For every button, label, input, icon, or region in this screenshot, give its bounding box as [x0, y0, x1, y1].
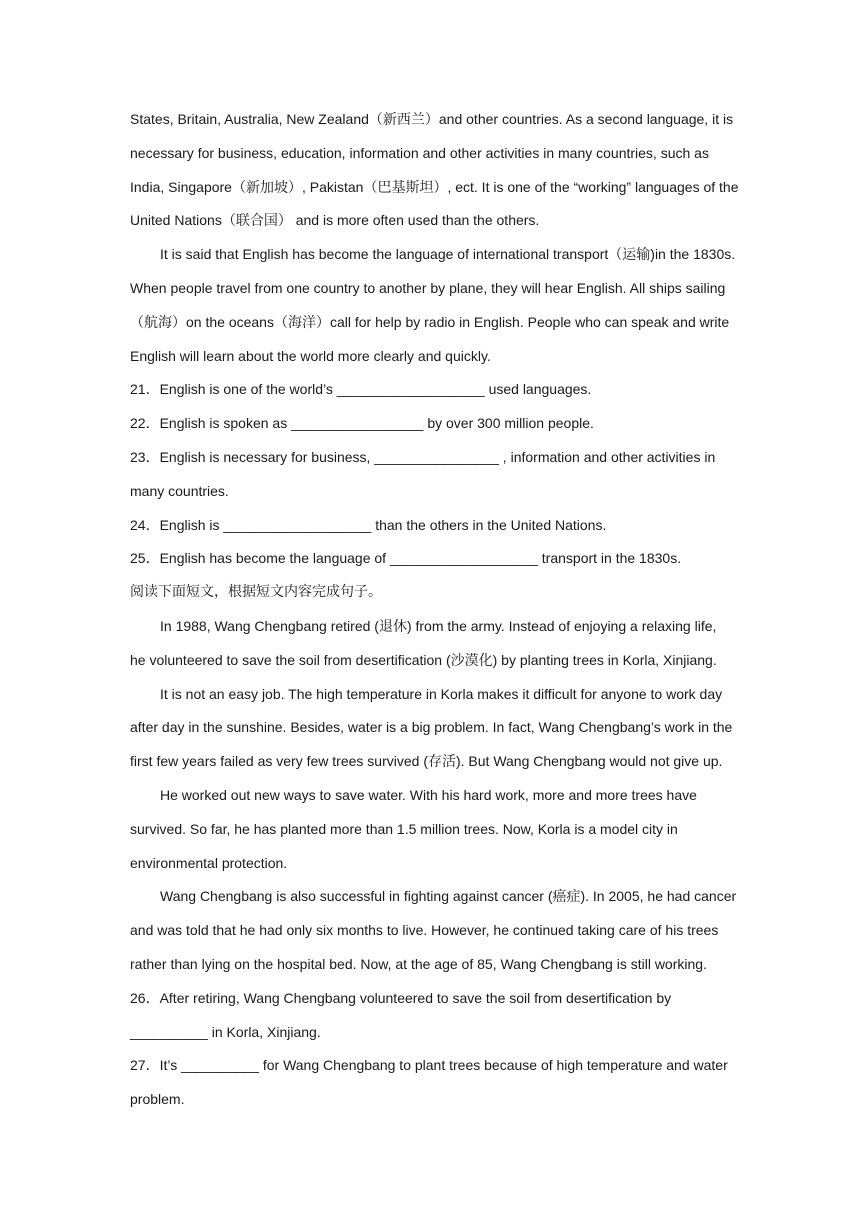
- passage1-paragraph2-line-2: When people travel from one country to another by plane, they will hear English. All ships sailing: [130, 279, 726, 296]
- passage1-line-3: India, Singapore（新加坡）, Pakistan（巴基斯坦）, ect. It is one of the “working” languages of the: [130, 178, 739, 195]
- passage2-paragraph2-line-2: after day in the sunshine. Besides, water is a big problem. In fact, Wang Chengbang’s work in the: [130, 719, 733, 736]
- passage2-paragraph2-line-3: first few years failed as very few trees survived (存活). But Wang Chengbang would not give up.: [130, 753, 723, 770]
- passage2-paragraph4-line-3: rather than lying on the hospital bed. Now, at the age of 85, Wang Chengbang is still working.: [130, 955, 707, 972]
- question-21: 21．English is one of the world’s ___________________ used languages.: [130, 381, 592, 398]
- question-27: 27．It’s __________ for Wang Chengbang to plant trees because of high temperature and water: [130, 1057, 728, 1074]
- passage2-paragraph4-line-2: and was told that he had only six months to live. However, he continued taking care of his trees: [130, 922, 719, 939]
- question-23-continued: many countries.: [130, 482, 229, 499]
- question-26: 26．After retiring, Wang Chengbang volunteered to save the soil from desertification by: [130, 989, 672, 1006]
- passage2-paragraph1-line-2: he volunteered to save the soil from desertification (沙漠化) by planting trees in Korla, Xinjiang.: [130, 651, 717, 668]
- passage1-line-1: States, Britain, Australia, New Zealand（新西兰）and other countries. As a second language, it is: [130, 111, 734, 127]
- passage1-paragraph2-line-4: English will learn about the world more clearly and quickly.: [130, 347, 491, 364]
- passage2-paragraph2-line-1: It is not an easy job. The high temperature in Korla makes it difficult for anyone to work day: [160, 685, 723, 702]
- passage2-paragraph1-line-1: In 1988, Wang Chengbang retired (退休) from the army. Instead of enjoying a relaxing life,: [160, 617, 717, 634]
- question-22: 22．English is spoken as _________________ by over 300 million people.: [130, 415, 594, 432]
- passage1-paragraph2-line-3: （航海）on the oceans（海洋）call for help by radio in English. People who can speak and write: [130, 313, 730, 330]
- question-23: 23．English is necessary for business, ________________ , information and other activities in: [130, 448, 716, 465]
- document-page: [130, 103, 740, 1117]
- passage1-line-4: United Nations（联合国） and is more often used than the others.: [130, 212, 540, 229]
- passage1-line-2: necessary for business, education, information and other activities in many countries, such as: [130, 144, 709, 161]
- question-27-continued: problem.: [130, 1091, 185, 1108]
- passage2-paragraph3-line-3: environmental protection.: [130, 854, 288, 871]
- passage1-paragraph2-line-1: It is said that English has become the language of international transport（运输)in the 1830s.: [160, 246, 736, 263]
- section-instruction: 阅读下面短文，根据短文内容完成句子。: [130, 584, 382, 601]
- passage2-paragraph4-line-1: Wang Chengbang is also successful in fighting against cancer (癌症). In 2005, he had cancer: [160, 888, 737, 905]
- question-26-continued: __________ in Korla, Xinjiang.: [130, 1023, 321, 1040]
- question-24: 24．English is ___________________ than the others in the United Nations.: [130, 516, 607, 533]
- passage2-paragraph3-line-2: survived. So far, he has planted more than 1.5 million trees. Now, Korla is a model city in: [130, 820, 678, 837]
- question-25: 25．English has become the language of ___________________ transport in the 1830s.: [130, 550, 682, 567]
- passage2-paragraph3-line-1: He worked out new ways to save water. With his hard work, more and more trees have: [160, 786, 697, 803]
